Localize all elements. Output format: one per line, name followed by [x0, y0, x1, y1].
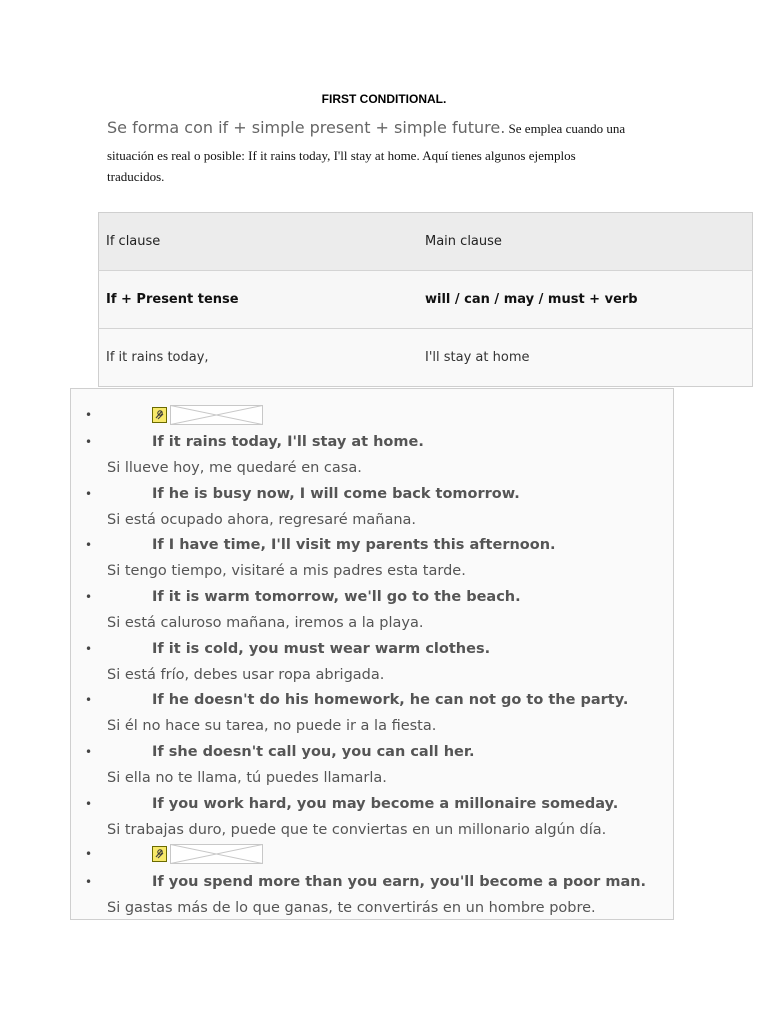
table-cell: will / can / may / must + verb	[419, 271, 753, 329]
examples-list	[70, 388, 674, 920]
table-row	[99, 271, 753, 329]
example-english: If it is cold, you must wear warm clothes.	[152, 641, 491, 657]
bullet-icon: •	[85, 693, 93, 707]
intro-line-2: situación es real o posible: If it rains today, I'll stay at home. Aquí tienes algunos ejemplos	[107, 148, 576, 163]
structure-table	[98, 212, 753, 387]
intro-formula: Se forma con if + simple present + simple future.	[107, 118, 506, 137]
bullet-icon: •	[85, 590, 93, 604]
bullet-icon: •	[85, 745, 93, 759]
bullet-icon: •	[85, 797, 93, 811]
example-english: If I have time, I'll visit my parents this afternoon.	[152, 537, 556, 553]
table-cell: I'll stay at home	[419, 329, 753, 387]
table-row	[99, 329, 753, 387]
example-spanish: Si él no hace su tarea, no puede ir a la fiesta.	[107, 718, 437, 734]
example-english: If it is warm tomorrow, we'll go to the beach.	[152, 589, 521, 605]
broken-image-icon	[152, 844, 264, 864]
bullet-icon: •	[85, 487, 93, 501]
example-english: If it rains today, I'll stay at home.	[152, 434, 424, 450]
example-english: If she doesn't call you, you can call her.	[152, 744, 475, 760]
intro-line-3: traducidos.	[107, 169, 165, 184]
intro-paragraph	[107, 114, 667, 188]
example-spanish: Si está frío, debes usar ropa abrigada.	[107, 667, 385, 683]
bullet-icon: •	[85, 847, 93, 861]
page-title: FIRST CONDITIONAL.	[321, 92, 447, 106]
bullet-icon: •	[85, 875, 93, 889]
example-spanish: Si trabajas duro, puede que te conviertas en un millonario algún día.	[107, 822, 607, 838]
example-spanish: Si gastas más de lo que ganas, te convertirás en un hombre pobre.	[107, 900, 596, 916]
intro-usage: Se emplea cuando una	[505, 121, 626, 136]
example-spanish: Si ella no te llama, tú puedes llamarla.	[107, 770, 387, 786]
bullet-icon: •	[85, 408, 93, 422]
table-header-cell: Main clause	[419, 213, 753, 271]
bullet-icon: •	[85, 538, 93, 552]
example-spanish: Si llueve hoy, me quedaré en casa.	[107, 460, 362, 476]
example-spanish: Si está caluroso mañana, iremos a la playa.	[107, 615, 424, 631]
table-cell: If + Present tense	[99, 271, 420, 329]
table-header-cell: If clause	[99, 213, 420, 271]
broken-image-icon	[152, 405, 264, 425]
example-spanish: Si tengo tiempo, visitaré a mis padres esta tarde.	[107, 563, 466, 579]
table-cell: If it rains today,	[99, 329, 420, 387]
example-english: If you work hard, you may become a millonaire someday.	[152, 796, 619, 812]
bullet-icon: •	[85, 642, 93, 656]
bullet-icon: •	[85, 435, 93, 449]
example-english: If he is busy now, I will come back tomorrow.	[152, 486, 520, 502]
example-english: If he doesn't do his homework, he can not go to the party.	[152, 692, 629, 708]
table-header-row	[99, 213, 753, 271]
example-english: If you spend more than you earn, you'll become a poor man.	[152, 874, 647, 890]
example-spanish: Si está ocupado ahora, regresaré mañana.	[107, 512, 417, 528]
